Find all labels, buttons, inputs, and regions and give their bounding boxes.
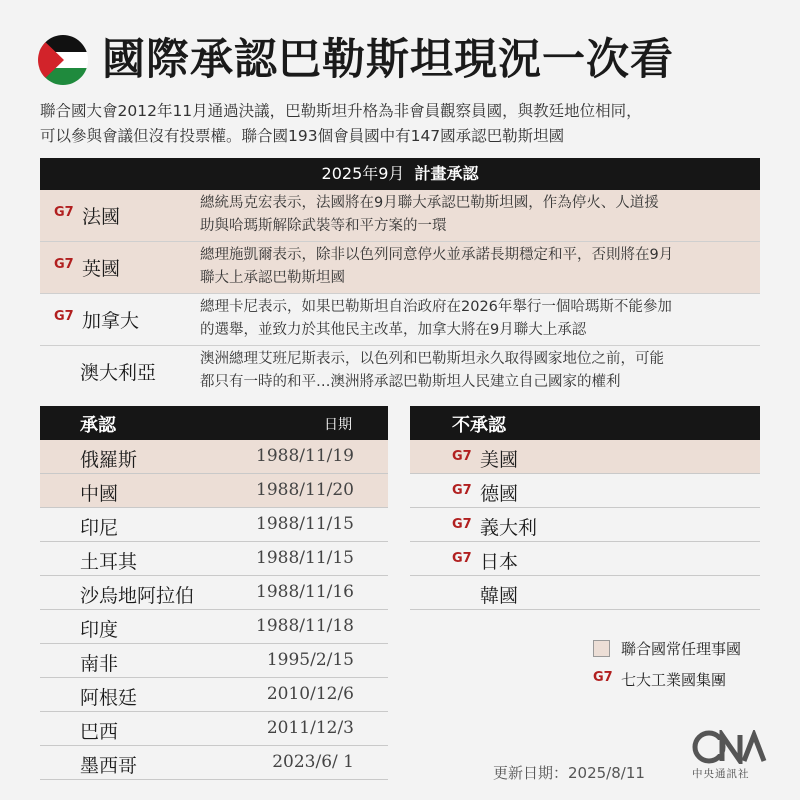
description-line: 都只有一時的和平…澳洲將承認巴勒斯坦人民建立自己國家的權利 — [200, 374, 621, 390]
g7-tag: G7 — [452, 449, 472, 464]
description-line: 總理施凱爾表示，除非以色列同意停火並承諾長期穩定和平，否則將在9月 — [200, 247, 674, 263]
country-name: 土耳其 — [80, 551, 138, 573]
legend-g7 — [593, 669, 773, 691]
intro-line: 聯合國大會2012年11月通過決議，巴勒斯坦升格為非會員觀察員國，與教廷地位相同， — [40, 102, 642, 120]
table-row — [40, 576, 388, 610]
planned-description — [200, 244, 756, 290]
table-row — [40, 712, 388, 746]
recognition-date: 1988/11/15 — [256, 548, 354, 568]
country-name: 中國 — [80, 483, 119, 505]
g7-tag: G7 — [593, 670, 613, 685]
recognition-date: 2023/6/ 1 — [272, 752, 354, 772]
country-name: 南非 — [80, 653, 119, 675]
description-line: 助與哈瑪斯解除武裝等和平方案的一環 — [200, 218, 447, 234]
country-name: 墨西哥 — [80, 755, 138, 777]
country-name: 德國 — [480, 483, 519, 505]
g7-tag: G7 — [54, 257, 74, 272]
update-date: 更新日期：2025/8/11 — [493, 764, 645, 782]
intro-line: 可以參與會議但沒有投票權。聯合國193個會員國中有147國承認巴勒斯坦國 — [40, 127, 565, 145]
table-row — [40, 678, 388, 712]
source-name: 中央通訊社 — [692, 768, 750, 780]
intro-text — [40, 99, 770, 149]
description-line: 總統馬克宏表示，法國將在9月聯大承認巴勒斯坦國，作為停火、人道援 — [200, 195, 659, 211]
table-row — [40, 542, 388, 576]
table-row — [410, 542, 760, 576]
g7-tag: G7 — [452, 483, 472, 498]
description-line: 聯大上承認巴勒斯坦國 — [200, 270, 345, 286]
table-row — [40, 746, 388, 780]
recognition-date: 2011/12/3 — [266, 718, 354, 738]
planned-row — [40, 346, 760, 398]
planned-header-label: 計畫承認 — [414, 164, 479, 183]
country-name: 美國 — [480, 449, 519, 471]
country-name: 日本 — [480, 551, 519, 573]
description-line: 的選舉，並致力於其他民主改革，加拿大將在9月聯大上承認 — [200, 322, 587, 338]
g7-tag: G7 — [452, 517, 472, 532]
planned-country: 法國 — [82, 206, 121, 228]
legend-un-permanent — [593, 638, 773, 660]
table-row — [40, 440, 388, 474]
description-line: 澳洲總理艾班尼斯表示，以色列和巴勒斯坦永久取得國家地位之前，可能 — [200, 351, 664, 367]
recognition-date: 1995/2/15 — [266, 650, 354, 670]
planned-header — [40, 158, 760, 190]
planned-row — [40, 242, 760, 294]
planned-row — [40, 190, 760, 242]
planned-row — [40, 294, 760, 346]
planned-country: 澳大利亞 — [80, 362, 157, 384]
table-row — [410, 474, 760, 508]
palestine-flag-icon — [38, 35, 88, 85]
g7-tag: G7 — [54, 309, 74, 324]
legend-swatch — [593, 640, 610, 657]
recognition-date: 1988/11/20 — [256, 480, 354, 500]
table-row — [410, 508, 760, 542]
table-row — [410, 440, 760, 474]
country-name: 韓國 — [480, 585, 519, 607]
legend-label: 七大工業國集團 — [621, 671, 727, 689]
g7-tag: G7 — [54, 205, 74, 220]
planned-description — [200, 348, 756, 394]
g7-tag: G7 — [452, 551, 472, 566]
table-row — [40, 474, 388, 508]
planned-country: 英國 — [82, 258, 121, 280]
country-name: 阿根廷 — [80, 687, 138, 709]
table-row — [40, 610, 388, 644]
country-name: 印度 — [80, 619, 119, 641]
country-name: 俄羅斯 — [80, 449, 138, 471]
recognition-date: 2010/12/6 — [266, 684, 354, 704]
planned-description — [200, 192, 756, 238]
planned-country: 加拿大 — [82, 310, 140, 332]
country-name: 義大利 — [480, 517, 538, 539]
country-name: 印尼 — [80, 517, 119, 539]
table-row — [40, 508, 388, 542]
date-header-label: 日期 — [324, 417, 352, 433]
recognition-date: 1988/11/18 — [256, 616, 354, 636]
recognition-date: 1988/11/16 — [256, 582, 354, 602]
not-recognized-header-label: 不承認 — [452, 415, 506, 436]
table-row — [410, 576, 760, 610]
page-title: 國際承認巴勒斯坦現況一次看 — [102, 35, 674, 85]
recognition-date: 1988/11/19 — [256, 446, 354, 466]
description-line: 總理卡尼表示，如果巴勒斯坦自治政府在2026年舉行一個哈瑪斯不能參加 — [200, 299, 672, 315]
planned-header-date: 2025年9月 — [321, 164, 405, 183]
country-name: 巴西 — [80, 721, 119, 743]
not-recognized-header — [410, 406, 760, 440]
planned-description — [200, 296, 756, 342]
recognized-header — [40, 406, 388, 440]
country-name: 沙烏地阿拉伯 — [80, 585, 195, 607]
recognized-header-label: 承認 — [80, 415, 116, 436]
recognition-date: 1988/11/15 — [256, 514, 354, 534]
table-row — [40, 644, 388, 678]
legend-label: 聯合國常任理事國 — [621, 640, 742, 658]
